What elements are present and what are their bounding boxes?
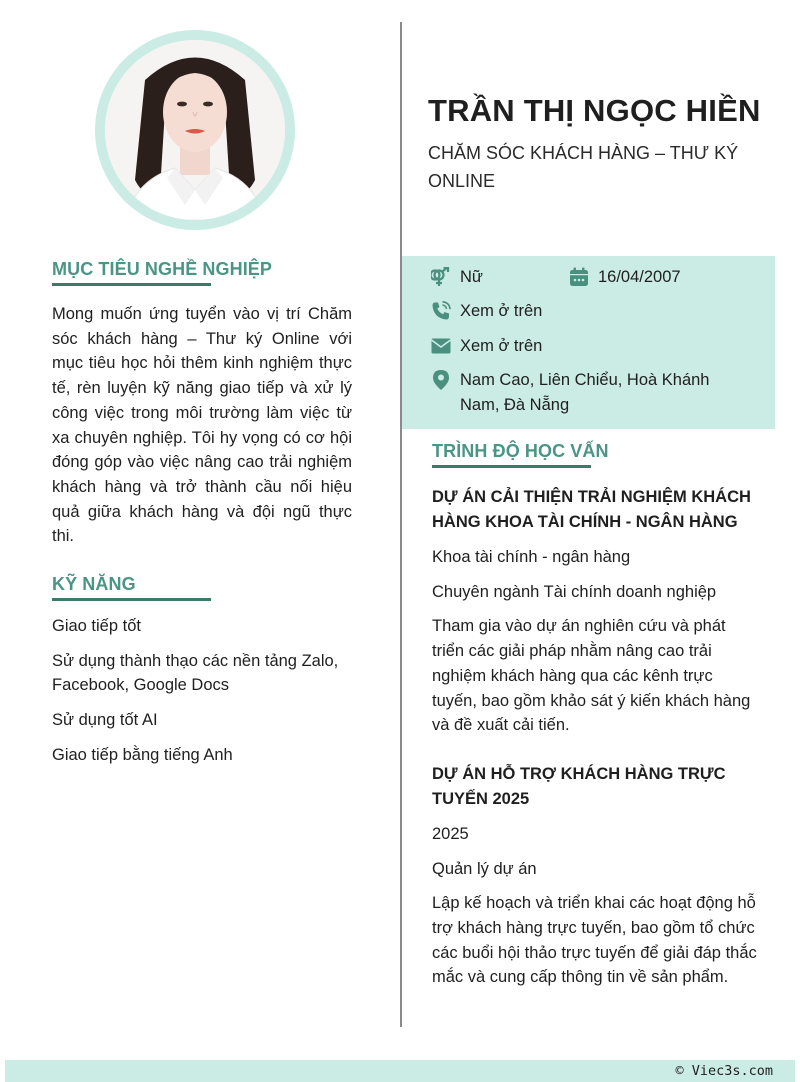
phone-value: Xem ở trên: [460, 302, 543, 320]
section-title-objective: MỤC TIÊU NGHỀ NGHIỆP: [52, 259, 273, 279]
avatar: [105, 40, 285, 220]
project-description: Lập kế hoạch và triển khai các hoạt động hỗ trợ khách hàng trực tuyến, bao gồm tổ chức các buổi hội thảo trực tuyến để giải đáp thắc mắc và cung cấp thông tin về sản phẩm.: [432, 894, 757, 987]
project-entry: [432, 485, 762, 738]
address-value: Nam Cao, Liên Chiểu, Hoà Khánh Nam, Đà Nẵng: [460, 371, 710, 414]
skills-section: [52, 571, 352, 768]
candidate-name: TRẦN THỊ NGỌC HIỀN: [428, 93, 761, 128]
email-value: Xem ở trên: [460, 337, 543, 355]
section-underline: [52, 598, 211, 601]
skill-item: Sử dụng tốt AI: [52, 711, 158, 730]
skill-item: Giao tiếp tốt: [52, 617, 141, 636]
profile-header: [428, 92, 768, 195]
job-title: CHĂM SÓC KHÁCH HÀNG – THƯ KÝ ONLINE: [428, 143, 739, 191]
project-title: DỰ ÁN CẢI THIỆN TRẢI NGHIỆM KHÁCH HÀNG KHOA TÀI CHÍNH - NGÂN HÀNG: [432, 488, 751, 531]
section-underline: [432, 465, 591, 468]
phone-icon: [430, 299, 452, 323]
gender-value: Nữ: [460, 268, 483, 286]
objective-text: Mong muốn ứng tuyển vào vị trí Chăm sóc khách hàng – Thư ký Online với mục tiêu học hỏi thêm kinh nghiệm thực tế, rèn luyện kỹ năng giao tiếp và xử lý công việc trong môi trường làm việc từ xa chuyên nghiệp. Tôi hy vọng có cơ hội đóng góp vào việc nâng cao trải nghiệm khách hàng và trở thành cầu nối hiệu quả giữa khách hàng và đội ngũ thực thi.: [52, 305, 352, 546]
left-column: [52, 256, 352, 778]
avatar-frame: [95, 30, 295, 230]
project-year: 2025: [432, 824, 469, 843]
project-entry: [432, 762, 762, 990]
project-faculty: Khoa tài chính - ngân hàng: [432, 548, 631, 566]
section-underline: [52, 283, 211, 286]
skill-item: Sử dụng thành thạo các nền tảng Zalo, Facebook, Google Docs: [52, 651, 339, 695]
contact-email: [430, 334, 542, 359]
footer-bar: [5, 1060, 795, 1082]
email-icon: [430, 334, 452, 358]
project-major: Chuyên ngành Tài chính doanh nghiệp: [432, 582, 717, 601]
section-title-skills: KỸ NĂNG: [52, 574, 136, 595]
right-column: [432, 438, 762, 990]
footer-copyright: © Viec3s.com: [675, 1063, 773, 1079]
project-description: Tham gia vào dự án nghiên cứu và phát triển các giải pháp nhằm nâng cao trải nghiệm khách hàng qua các kênh trực tuyến, bao gồm khảo sát ý kiến khách hàng và đề xuất cải tiến.: [432, 617, 751, 735]
contact-info-box: [402, 256, 775, 429]
section-title-education: TRÌNH ĐỘ HỌC VẤN: [432, 441, 609, 461]
skill-list: [52, 614, 352, 768]
contact-address: [430, 368, 730, 417]
gender-icon: [430, 265, 452, 289]
location-icon: [430, 368, 452, 392]
calendar-icon: [568, 265, 590, 289]
project-role: Quản lý dự án: [432, 859, 537, 878]
contact-gender: [430, 265, 483, 290]
project-title: DỰ ÁN HỖ TRỢ KHÁCH HÀNG TRỰC TUYẾN 2025: [432, 764, 726, 808]
birthday-value: 16/04/2007: [598, 268, 681, 286]
contact-birthday: [568, 265, 681, 290]
column-divider: [400, 22, 402, 1027]
contact-phone: [430, 299, 542, 324]
education-section: [432, 438, 762, 990]
career-objective-section: [52, 256, 352, 549]
skill-item: Giao tiếp bằng tiếng Anh: [52, 745, 233, 764]
